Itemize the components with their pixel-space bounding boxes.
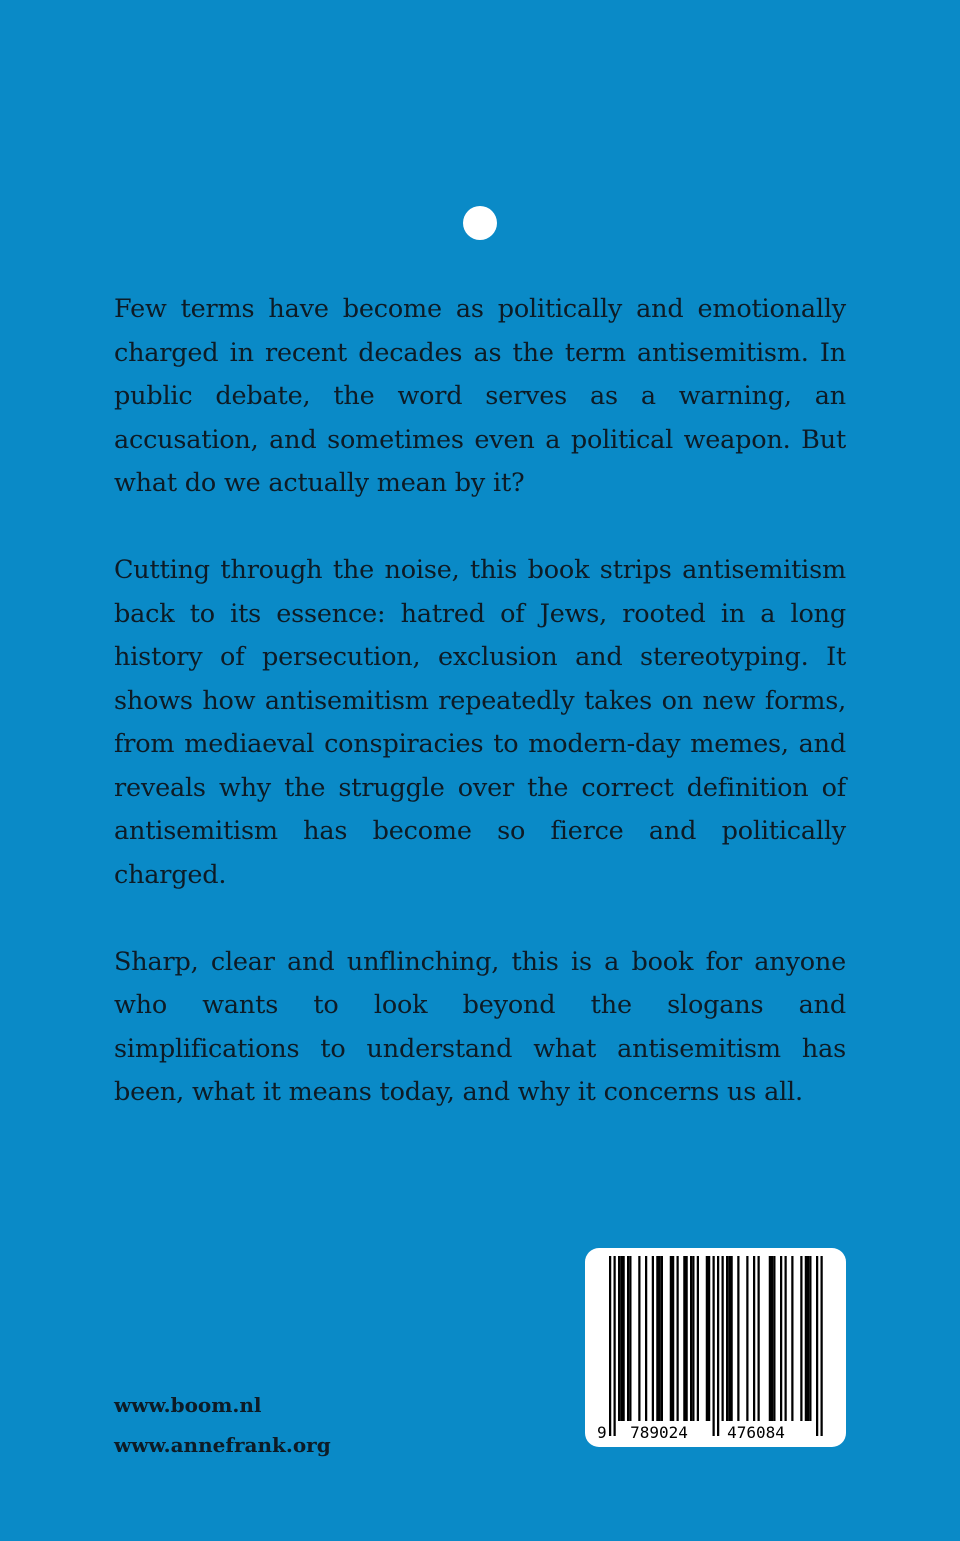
barcode-bar	[645, 1256, 647, 1421]
barcode-bar	[659, 1256, 661, 1421]
barcode-bar	[785, 1256, 787, 1421]
blurb-text	[114, 288, 846, 1115]
barcode-bar	[661, 1256, 663, 1421]
barcode-bar	[623, 1256, 625, 1421]
barcode-bar	[686, 1256, 688, 1421]
barcode-bar	[816, 1256, 818, 1436]
barcode-bar	[717, 1256, 719, 1436]
barcode-bar	[769, 1256, 771, 1421]
dot-ornament	[463, 206, 497, 240]
barcode-right-digits: 476084	[727, 1423, 785, 1442]
barcode-first-digit: 9	[597, 1423, 607, 1442]
blurb-paragraph-1: Few terms have become as politically and emotionally charged in recent decades as the term antisemitism. In public debate, the word serves as a warning, an accusation, and sometimes even a political weapon. But what do we actually mean by it?	[114, 294, 846, 498]
barcode-bar	[800, 1256, 802, 1421]
barcode-bar	[629, 1256, 631, 1421]
barcode-bar	[652, 1256, 654, 1421]
barcode-bar	[807, 1256, 809, 1421]
barcode-bar	[618, 1256, 620, 1421]
barcode-bar	[821, 1256, 823, 1436]
barcode-bar	[722, 1256, 724, 1421]
barcode-bar	[614, 1256, 616, 1436]
barcode-bar	[670, 1256, 672, 1421]
barcode-bar	[773, 1256, 775, 1421]
barcode-bar	[758, 1256, 760, 1421]
barcode-bar	[683, 1256, 685, 1421]
barcode-bar	[677, 1256, 679, 1421]
barcode-bar	[780, 1256, 782, 1421]
barcode-bar	[771, 1256, 773, 1421]
barcode-bar	[726, 1256, 728, 1421]
barcode-bar	[791, 1256, 793, 1421]
barcode-bar	[620, 1256, 622, 1421]
isbn-barcode	[585, 1248, 846, 1447]
barcode-bar	[728, 1256, 730, 1421]
barcode-graphic	[585, 1248, 846, 1447]
barcode-bar	[690, 1256, 692, 1421]
barcode-bar	[706, 1256, 708, 1421]
website-annefrank[interactable]: www.annefrank.org	[114, 1433, 331, 1457]
barcode-bar	[713, 1256, 715, 1436]
barcode-bar	[656, 1256, 658, 1421]
barcode-bar	[708, 1256, 710, 1421]
barcode-bar	[609, 1256, 611, 1436]
barcode-bars	[609, 1256, 823, 1436]
barcode-bar	[697, 1256, 699, 1421]
barcode-bar	[746, 1256, 748, 1421]
blurb-paragraph-2: Cutting through the noise, this book strips antisemitism back to its essence: hatred of Jews, rooted in a long history of persecution, exclusion and stereotyping. It shows how antisemitism repeatedly takes on new forms, from mediaeval conspiracies to modern-day memes, and reveals why the struggle over the correct definition of antisemitism has become so fierce and politically charged.	[114, 555, 846, 890]
publisher-websites	[114, 1385, 331, 1465]
barcode-bar	[672, 1256, 674, 1421]
blurb-paragraph-3: Sharp, clear and unflinching, this is a book for anyone who wants to look beyond the slogans and simplifications to understand what antisemitism has been, what it means today, and why it concerns us all.	[114, 946, 846, 1107]
barcode-bar	[692, 1256, 694, 1421]
barcode-bar	[737, 1256, 739, 1421]
barcode-bar	[809, 1256, 811, 1421]
website-boom[interactable]: www.boom.nl	[114, 1393, 262, 1417]
barcode-left-digits: 789024	[630, 1423, 688, 1442]
barcode-bar	[638, 1256, 640, 1421]
barcode-bar	[627, 1256, 629, 1421]
barcode-bar	[805, 1256, 807, 1421]
barcode-bar	[753, 1256, 755, 1421]
barcode-bar	[731, 1256, 733, 1421]
